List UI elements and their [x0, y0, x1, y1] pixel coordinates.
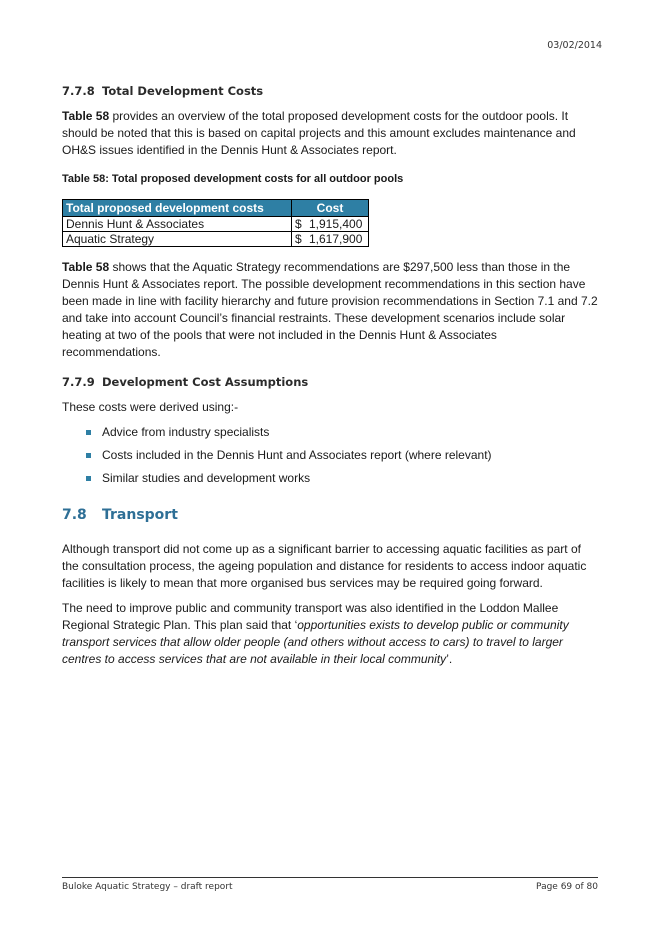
- table-cell-cost: [292, 217, 369, 232]
- table-cell-cost: [292, 232, 369, 247]
- paragraph-text: provides an overview of the total proposed development costs for the outdoor pools. It should be noted that this is based on capital projects and this amount excludes maintenance and OH&S issues identified in the Dennis Hunt & Associates report.: [62, 109, 576, 157]
- section-title: Total Development Costs: [102, 84, 264, 98]
- page-footer: [62, 877, 598, 892]
- square-bullet-icon: [86, 453, 91, 458]
- table-cell-label: Dennis Hunt & Associates: [63, 217, 292, 232]
- quote-text: opportunities exists to develop public or community transport services that allow older people (and others without access to cars) to travel to larger centres to access services that are not available in their local community: [62, 618, 569, 666]
- page-content: [62, 84, 598, 676]
- assumptions-list: [62, 424, 598, 487]
- footer-title: Buloke Aquatic Strategy – draft report: [62, 882, 233, 892]
- table-header-cost: Cost: [292, 200, 369, 217]
- currency-symbol: $: [295, 217, 302, 231]
- paragraph-778-1: [62, 108, 598, 159]
- cost-value: 1,617,900: [309, 232, 363, 246]
- costs-table: [62, 199, 369, 247]
- list-item: [62, 424, 598, 441]
- paragraph-text: shows that the Aquatic Strategy recommendations are $297,500 less than those in the Dennis Hunt & Associates report. The possible development recommendations in this section have been made in line with facility hierarchy and future provision recommendations in Section 7.1 and 7.2 and take into account Council’s financial restraints. These development scenarios include solar heating at two of the pools that were not included in the Dennis Hunt & Associates recommendations.: [62, 260, 598, 359]
- section-779-heading: [62, 375, 598, 389]
- table-header-row: [63, 200, 369, 217]
- section-number: 7.7.9: [62, 375, 95, 389]
- list-item-text: Advice from industry specialists: [102, 425, 270, 439]
- table-ref: Table 58: [62, 109, 110, 123]
- table-caption: Table 58: Total proposed development costs for all outdoor pools: [62, 173, 404, 185]
- table-row: [63, 217, 369, 232]
- paragraph-78-2: [62, 600, 598, 668]
- section-78-heading: [62, 507, 598, 523]
- header-date: 03/02/2014: [547, 40, 602, 51]
- square-bullet-icon: [86, 430, 91, 435]
- table-row: [63, 232, 369, 247]
- square-bullet-icon: [86, 476, 91, 481]
- section-number: 7.7.8: [62, 84, 95, 98]
- page-number: Page 69 of 80: [536, 882, 598, 892]
- table-header-label: Total proposed development costs: [63, 200, 292, 217]
- list-item: [62, 447, 598, 464]
- list-item: [62, 470, 598, 487]
- list-item-text: Costs included in the Dennis Hunt and Associates report (where relevant): [102, 448, 492, 462]
- section-778-heading: [62, 84, 598, 98]
- paragraph-78-1: Although transport did not come up as a significant barrier to accessing aquatic facilities as part of the consultation process, the ageing population and distance for residents to access indoor aquatic facilities is likely to mean that more organised bus services may be required going forward.: [62, 542, 587, 590]
- paragraph-end: ’.: [446, 652, 453, 666]
- section-title: Development Cost Assumptions: [102, 375, 309, 389]
- section-number: 7.8: [62, 507, 87, 523]
- paragraph-779-intro: These costs were derived using:-: [62, 400, 239, 414]
- table-ref: Table 58: [62, 260, 110, 274]
- table-cell-label: Aquatic Strategy: [63, 232, 292, 247]
- currency-symbol: $: [295, 232, 302, 246]
- section-title: Transport: [102, 507, 178, 523]
- paragraph-text: The need to improve public and community transport was also identified in the Loddon Mallee Regional Strategic Plan. This plan said that ‘: [62, 601, 559, 632]
- paragraph-778-2: [62, 259, 598, 361]
- cost-value: 1,915,400: [309, 217, 363, 231]
- list-item-text: Similar studies and development works: [102, 471, 311, 485]
